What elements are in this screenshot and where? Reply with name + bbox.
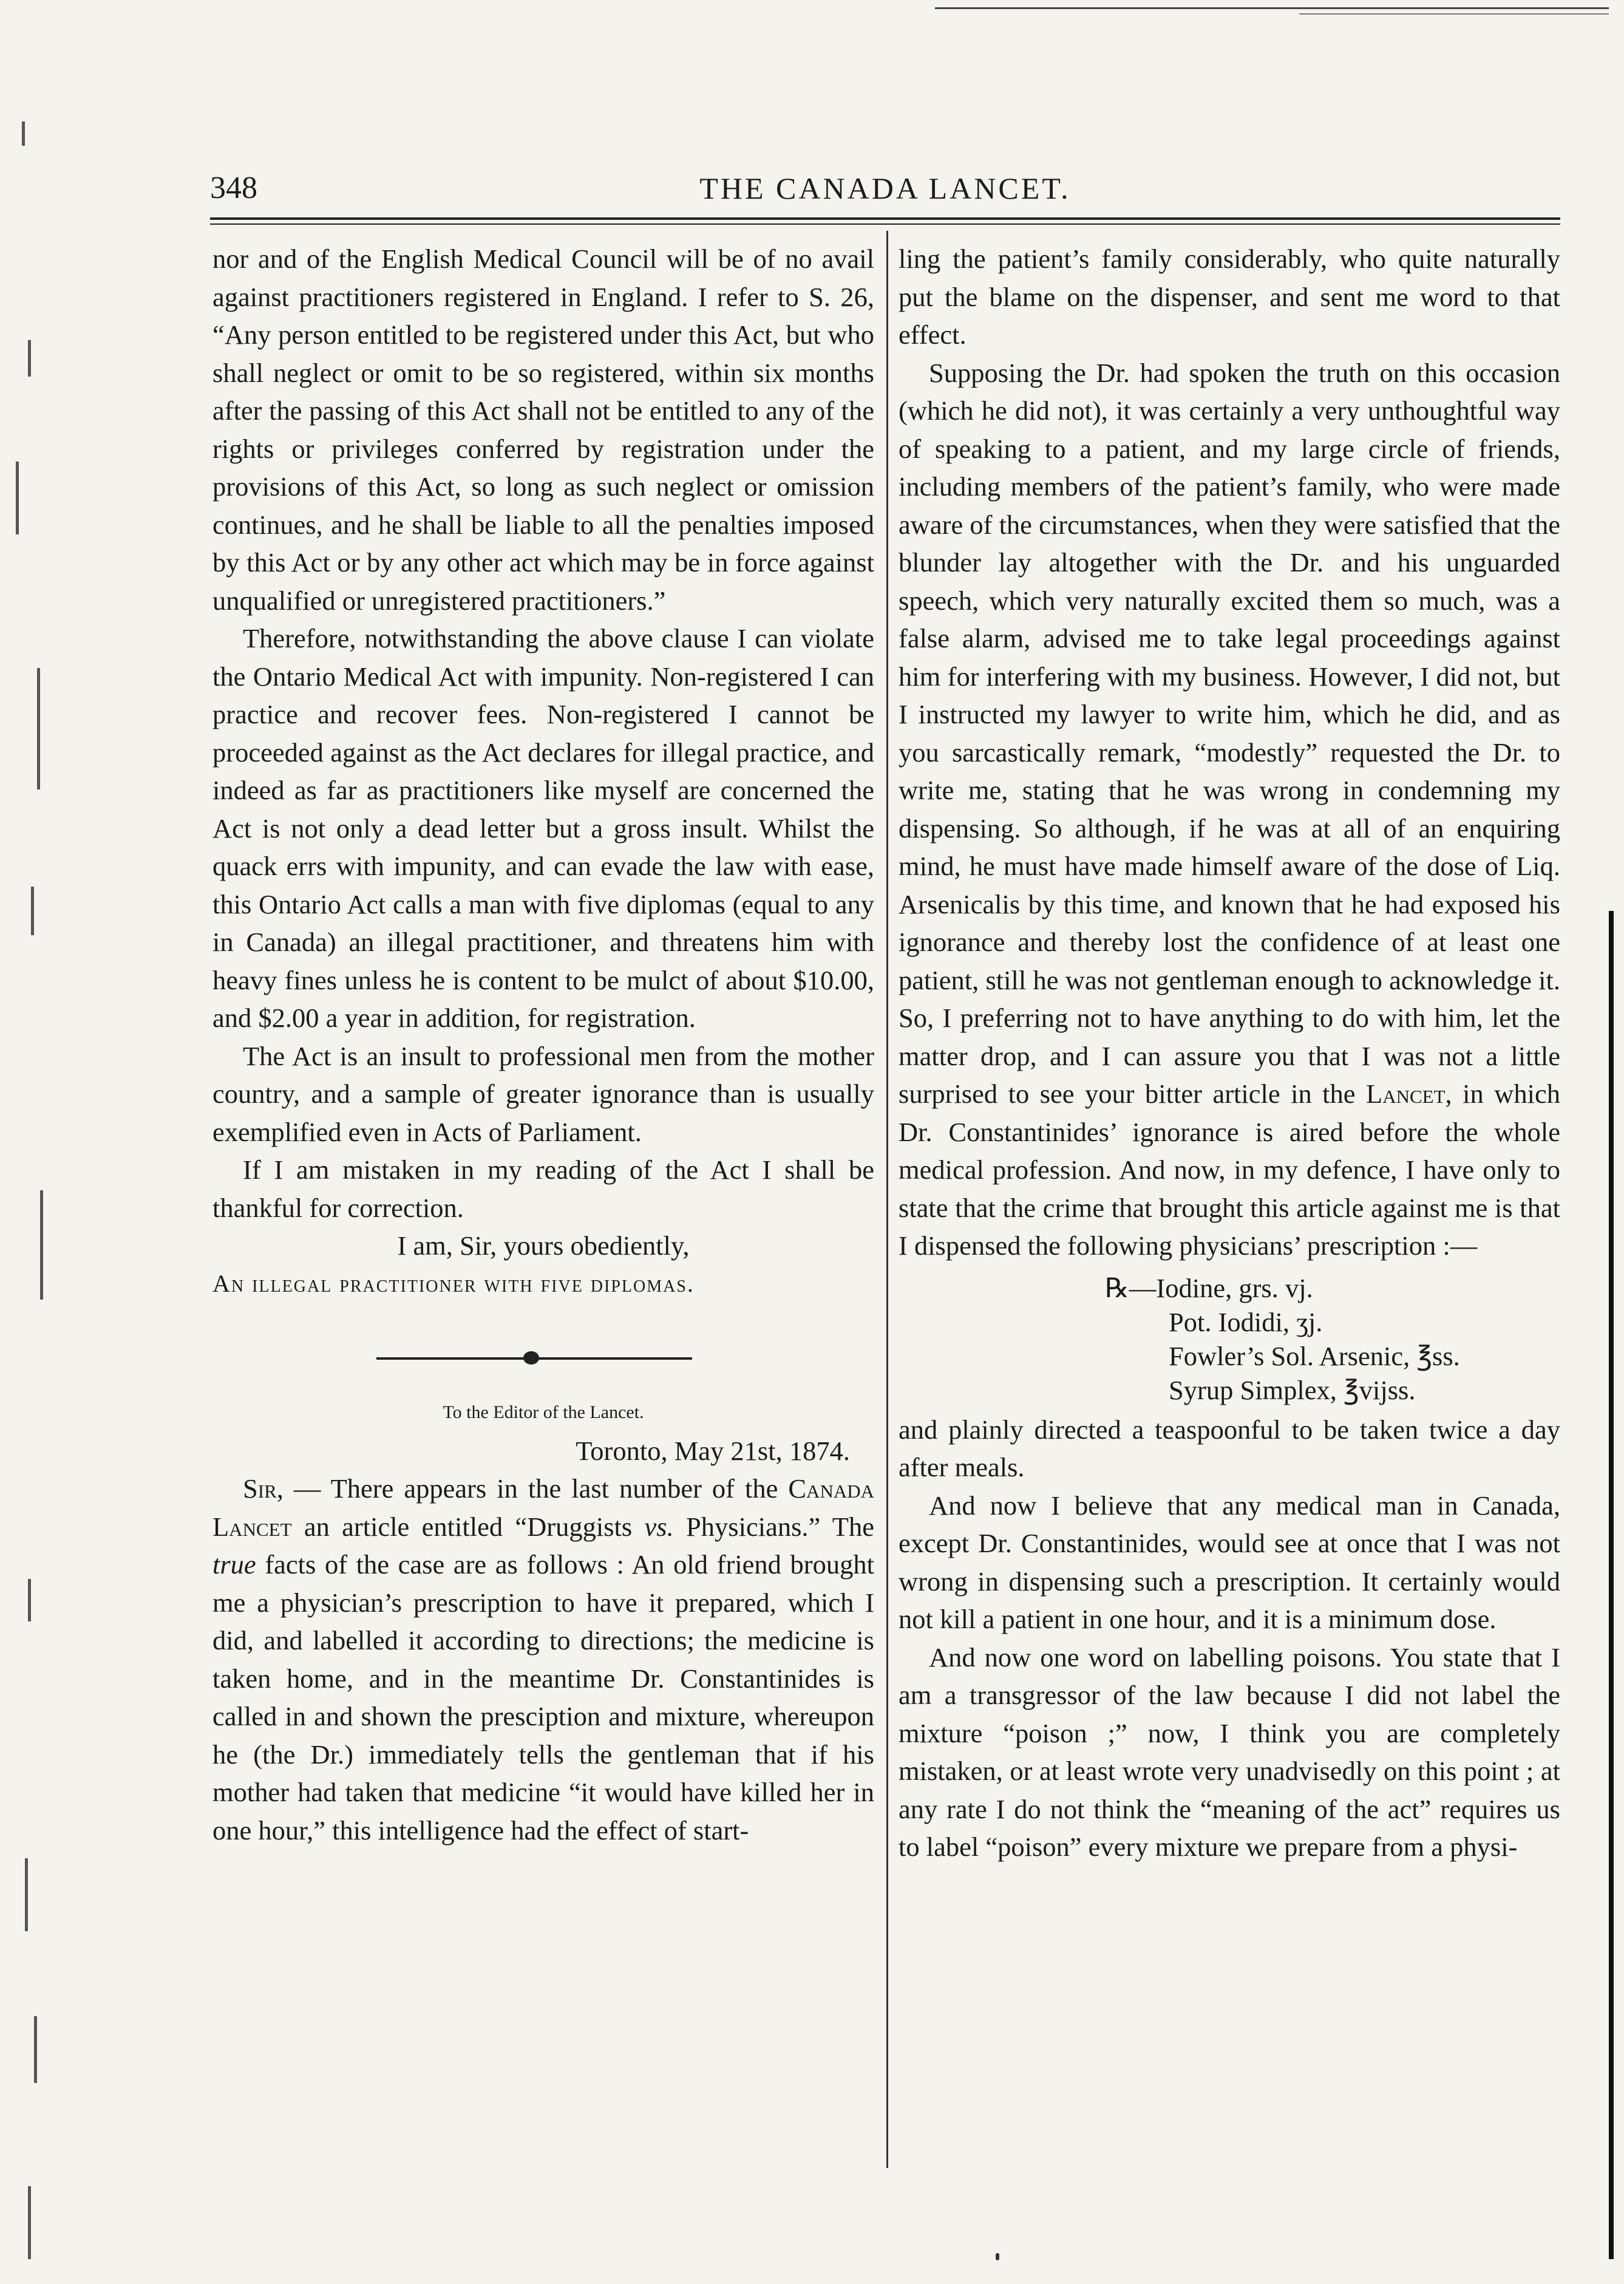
paragraph: And now one word on labelling poisons. You state that I am a transgressor of the law because I did not label the mixture “poison ;” now, I think you are completely mistaken, or at least wrote very unadvisedly on this point ; at any rate I do not think the “meaning of the act” requires us to label “poison” every mixture we prepare from a physi- bbox=[899, 1641, 1560, 1862]
header-rule-thin bbox=[210, 223, 1560, 225]
paragraph: And now I believe that any medical man in Canada, except Dr. Constantinides, would see at once that I was not wrong in dispensing such a prescription. It certainly would not kill a patient in one hour, and it is a minimum dose. bbox=[899, 1490, 1560, 1634]
column-divider bbox=[886, 231, 888, 2168]
paragraph: ling the patient’s family considerably, who quite naturally put the blame on the dispenser, and sent me word to that effect. bbox=[899, 244, 1560, 350]
header-rule-thick bbox=[210, 217, 1560, 220]
letter-text: — There appears in the last number of the bbox=[283, 1473, 789, 1504]
paragraph: nor and of the English Medical Council will be of no avail against practitioners registered in England. I refer to S. 26, “Any person entitled to be registered under this Act, but who shall neglect or omit to be so registered, within six months after the passing of this Act shall not be entitled to any of the rights or privileges conferred by registration under the provisions of this Act, so long as such neglect or omission continues, and he shall be liable to all the penalties imposed by this Act or by any other act which may be in force against unqualified or unregistered practitioners.” bbox=[212, 244, 874, 616]
journal-name: Canada Lancet bbox=[212, 1473, 874, 1542]
prescription-line: ℞—Iodine, grs. vj. bbox=[1105, 1272, 1313, 1303]
letter-body bbox=[212, 1470, 874, 1849]
paragraph: and plainly directed a teaspoonful to be taken twice a day after meals. bbox=[899, 1414, 1560, 1482]
scan-top-rule-2 bbox=[1299, 13, 1609, 15]
section-divider bbox=[212, 1303, 874, 1394]
right-column bbox=[899, 240, 1560, 1866]
page-number: 348 bbox=[210, 171, 257, 205]
letter-closing: I am, Sir, yours obediently, bbox=[397, 1230, 690, 1261]
letter-text: Physicians.” The bbox=[673, 1511, 874, 1542]
letter-text: facts of the case are as follows : An old friend brought me a physician’s prescription to have it prepared, which I did, and labelled it according to directions; the medicine is taken home, and in the meantime Dr. Constantinides is called in and shown the presciption and mixture, whereupon he (the Dr.) immediately tells the gentleman that if his mother had taken that medicine “it would have killed her in one hour,” this intelligence had the effect of start- bbox=[212, 1549, 874, 1846]
paragraph: Therefore, notwithstanding the above clause I can violate the Ontario Medical Act with impunity. Non-registered I can practice and recover fees. Non-registered I cannot be proceeded against as the Act declares for illegal practice, and indeed as far as practitioners like myself are concerned the Act is not only a dead letter but a gross insult. Whilst the quack errs with impunity, and can evade the law with ease, this Ontario Act calls a man with five diplomas (equal to any in Canada) an illegal practitioner, and threatens him with heavy fines unless he is content to be mulct of about $10.00, and $2.00 a year in addition, for registration. bbox=[212, 623, 874, 1033]
ink-speck bbox=[996, 2253, 999, 2260]
prescription-line: Fowler’s Sol. Arsenic, ℥ss. bbox=[1169, 1340, 1460, 1371]
journal-name: Lancet bbox=[1366, 1079, 1446, 1109]
paragraph-text: Supposing the Dr. had spoken the truth on this occasion (which he did not), it was certainly a very unthoughtful way of speaking to a patient, and my large circle of friends, including members of the patient’s family, who were made aware of the circumstances, when they were satisfied that the blunder lay altogether with the Dr. and his unguarded speech, which very naturally excited them so much, was a false alarm, advised me to take legal proceedings against him for interfering with my business. However, I did not, but I instructed my lawyer to write him, which he did, and as you sarcastically remark, “modestly” requested the Dr. to write me, stating that he was wrong in condemning my dispensing. So although, if he was at all of an enquiring mind, he must have made himself aware of the dose of Liq. Arsenicalis by this time, and known that he had exposed his ignorance and thereby lost the confidence of at least one patient, still he was not gentleman enough to acknowledge it. So, I preferring not to have anything to do with him, let the matter drop, and I can assure you that I was not a little surprised to see your bitter article in the bbox=[899, 357, 1560, 1109]
paragraph bbox=[899, 354, 1560, 1265]
running-head bbox=[210, 164, 1560, 213]
salutation: Sir, bbox=[243, 1473, 284, 1504]
prescription bbox=[1105, 1271, 1560, 1407]
emphasis-true: true bbox=[212, 1549, 256, 1580]
editor-heading: To the Editor of the Lancet. bbox=[443, 1402, 644, 1422]
left-column bbox=[212, 240, 874, 1849]
paragraph: The Act is an insult to professional men from the mother country, and a sample of greater ignorance than is usually exemplified even in Acts of Parliament. bbox=[212, 1040, 874, 1147]
scan-top-rule bbox=[935, 7, 1609, 9]
paragraph: If I am mistaken in my reading of the Act I shall be thankful for correction. bbox=[212, 1154, 874, 1223]
letter-text: an article entitled “Druggists bbox=[291, 1511, 645, 1542]
dateline: Toronto, May 21st, 1874. bbox=[576, 1435, 850, 1466]
prescription-line: Syrup Simplex, ℥vijss. bbox=[1169, 1374, 1416, 1405]
scan-right-edge bbox=[1609, 911, 1614, 2259]
paragraph-text: , in which Dr. Constantinides’ ignorance is aired before the whole medical profession. And now, in my defence, I have only to state that the crime that brought this article against me is that I dispensed the following physicians’ prescription :— bbox=[899, 1079, 1560, 1261]
versus-abbrev: vs. bbox=[644, 1511, 674, 1542]
journal-title: THE CANADA LANCET. bbox=[699, 171, 1071, 205]
letter-signature: An illegal practitioner with five diplomas. bbox=[212, 1269, 695, 1297]
divider-ornament-icon bbox=[523, 1351, 539, 1365]
scan-margin-marks bbox=[4, 85, 52, 2271]
prescription-line: Pot. Iodidi, ʒj. bbox=[1169, 1306, 1323, 1337]
